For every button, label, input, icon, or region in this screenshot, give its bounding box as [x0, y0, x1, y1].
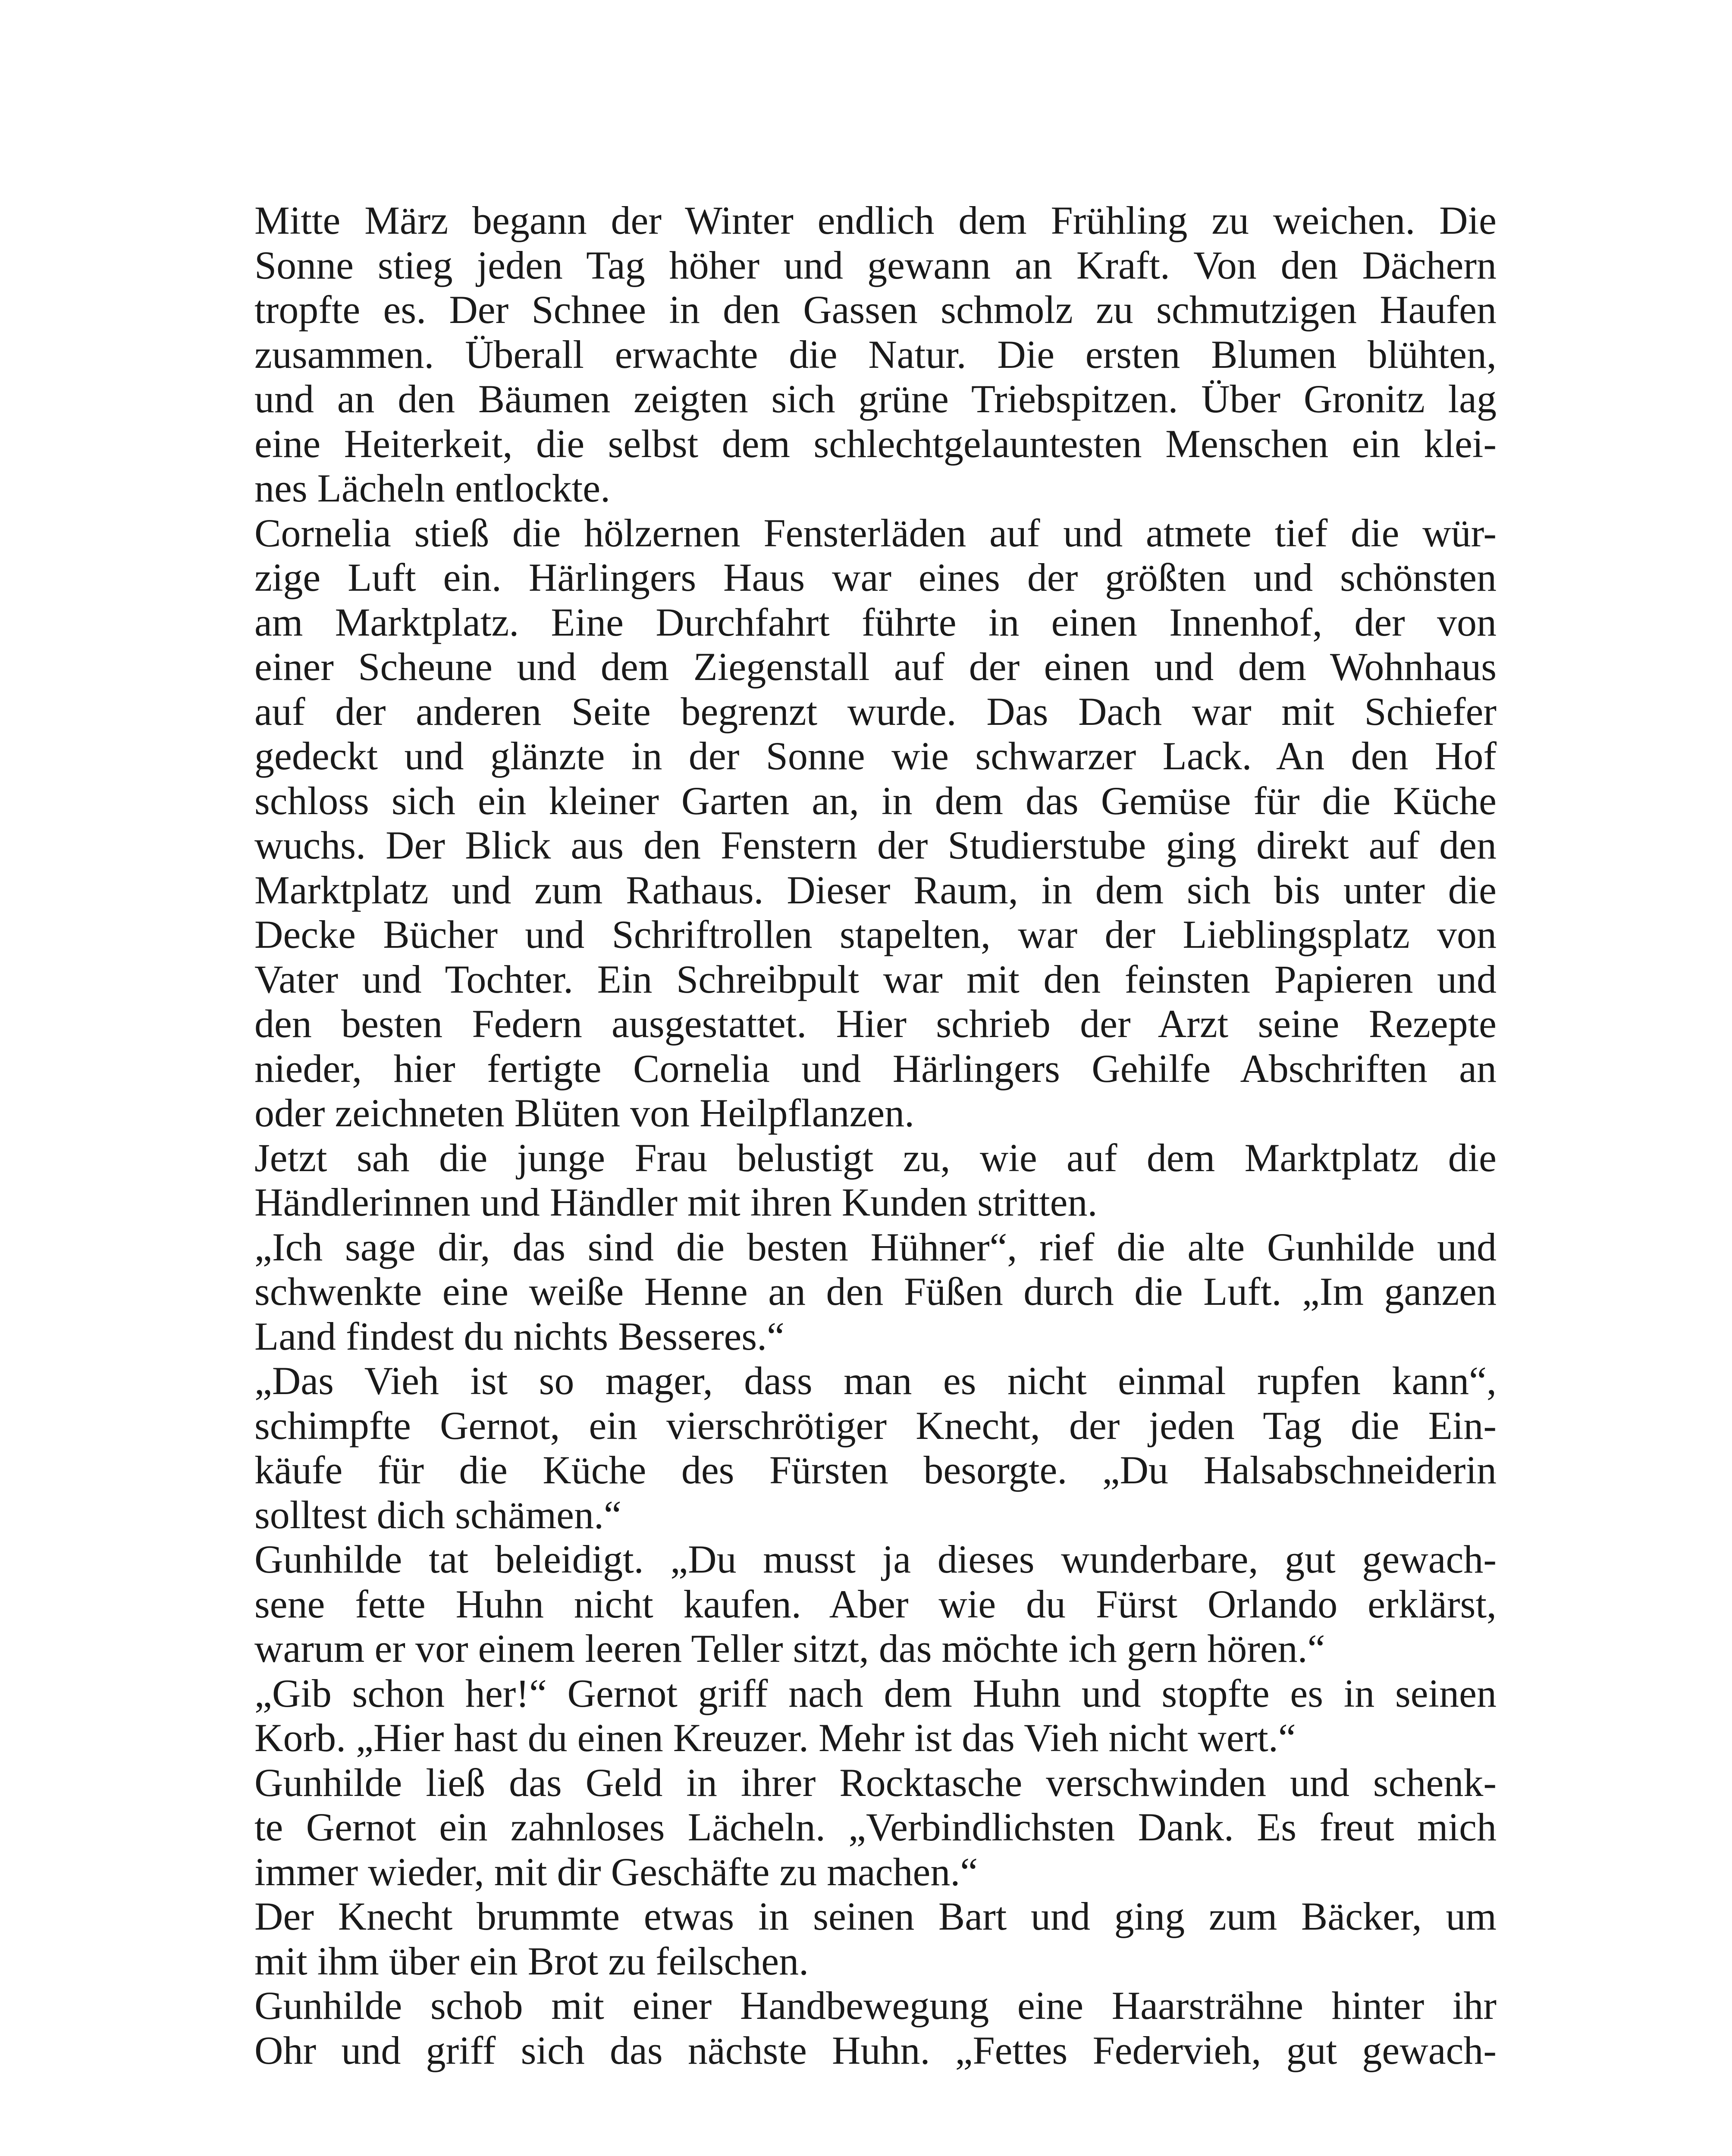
text-line: Cornelia stieß die hölzernen Fensterläden auf und atmete tief die wür-: [254, 511, 1497, 555]
text-line: nes Lächeln entlockte.: [254, 466, 611, 510]
text-line: te Gernot ein zahnloses Lächeln. „Verbindlichsten Dank. Es freut mich: [254, 1805, 1497, 1849]
text-line: eine Heiterkeit, die selbst dem schlechtgelauntesten Menschen ein klei-: [254, 421, 1497, 466]
text-line: Der Knecht brummte etwas in seinen Bart und ging zum Bäcker, um: [254, 1894, 1497, 1938]
text-line: zige Luft ein. Härlingers Haus war eines der größten und schönsten: [254, 555, 1497, 599]
text-line: sene fette Huhn nicht kaufen. Aber wie du Fürst Orlando erklärst,: [254, 1582, 1497, 1626]
text-line: immer wieder, mit dir Geschäfte zu machen.“: [254, 1849, 978, 1894]
text-line: tropfte es. Der Schnee in den Gassen schmolz zu schmutzigen Haufen: [254, 288, 1497, 332]
text-line: Ohr und griff sich das nächste Huhn. „Fettes Federvieh, gut gewach-: [254, 2028, 1497, 2072]
text-line: „Das Vieh ist so mager, dass man es nicht einmal rupfen kann“,: [254, 1359, 1497, 1403]
text-line: Marktplatz und zum Rathaus. Dieser Raum, in dem sich bis unter die: [254, 868, 1497, 912]
text-line: solltest dich schämen.“: [254, 1492, 621, 1537]
text-line: einer Scheune und dem Ziegenstall auf der einen und dem Wohnhaus: [254, 645, 1497, 689]
text-line: gedeckt und glänzte in der Sonne wie schwarzer Lack. An den Hof: [254, 734, 1497, 778]
text-line: oder zeichneten Blüten von Heilpflanzen.: [254, 1091, 915, 1135]
text-line: schwenkte eine weiße Henne an den Füßen durch die Luft. „Im ganzen: [254, 1269, 1497, 1313]
text-line: Vater und Tochter. Ein Schreibpult war mit den feinsten Papieren und: [254, 957, 1497, 1001]
text-line: nieder, hier fertigte Cornelia und Härlingers Gehilfe Abschriften an: [254, 1046, 1497, 1091]
text-line: und an den Bäumen zeigten sich grüne Triebspitzen. Über Gronitz lag: [254, 377, 1497, 421]
text-line: Jetzt sah die junge Frau belustigt zu, wie auf dem Marktplatz die: [254, 1135, 1497, 1180]
text-line: warum er vor einem leeren Teller sitzt, das möchte ich gern hören.“: [254, 1626, 1325, 1670]
text-line: zusammen. Überall erwachte die Natur. Die ersten Blumen blühten,: [254, 332, 1497, 376]
text-line: Gunhilde schob mit einer Handbewegung eine Haarsträhne hinter ihr: [254, 1984, 1497, 2028]
text-line: am Marktplatz. Eine Durchfahrt führte in einen Innenhof, der von: [254, 600, 1497, 644]
text-line: Gunhilde tat beleidigt. „Du musst ja dieses wunderbare, gut gewach-: [254, 1537, 1497, 1581]
text-line: „Gib schon her!“ Gernot griff nach dem Huhn und stopfte es in seinen: [254, 1671, 1497, 1715]
body-text: [254, 198, 1497, 2073]
text-line: Sonne stieg jeden Tag höher und gewann an Kraft. Von den Dächern: [254, 243, 1497, 287]
text-line: „Ich sage dir, das sind die besten Hühner“, rief die alte Gunhilde und: [254, 1225, 1497, 1269]
text-line: den besten Federn ausgestattet. Hier schrieb der Arzt seine Rezepte: [254, 1002, 1497, 1046]
text-line: mit ihm über ein Brot zu feilschen.: [254, 1939, 809, 1983]
text-line: Land findest du nichts Besseres.“: [254, 1314, 784, 1358]
text-line: Korb. „Hier hast du einen Kreuzer. Mehr ist das Vieh nicht wert.“: [254, 1716, 1296, 1760]
text-line: Gunhilde ließ das Geld in ihrer Rocktasche verschwinden und schenk-: [254, 1760, 1497, 1805]
text-line: schloss sich ein kleiner Garten an, in dem das Gemüse für die Küche: [254, 778, 1497, 823]
text-line: Decke Bücher und Schriftrollen stapelten, war der Lieblingsplatz von: [254, 912, 1497, 956]
text-line: Mitte März begann der Winter endlich dem Frühling zu weichen. Die: [254, 198, 1497, 242]
text-line: wuchs. Der Blick aus den Fenstern der Studierstube ging direkt auf den: [254, 823, 1497, 867]
text-line: schimpfte Gernot, ein vierschrötiger Knecht, der jeden Tag die Ein-: [254, 1403, 1497, 1448]
text-line: Händlerinnen und Händler mit ihren Kunden stritten.: [254, 1180, 1098, 1224]
text-line: auf der anderen Seite begrenzt wurde. Das Dach war mit Schiefer: [254, 689, 1497, 733]
text-line: käufe für die Küche des Fürsten besorgte. „Du Halsabschneiderin: [254, 1448, 1497, 1492]
